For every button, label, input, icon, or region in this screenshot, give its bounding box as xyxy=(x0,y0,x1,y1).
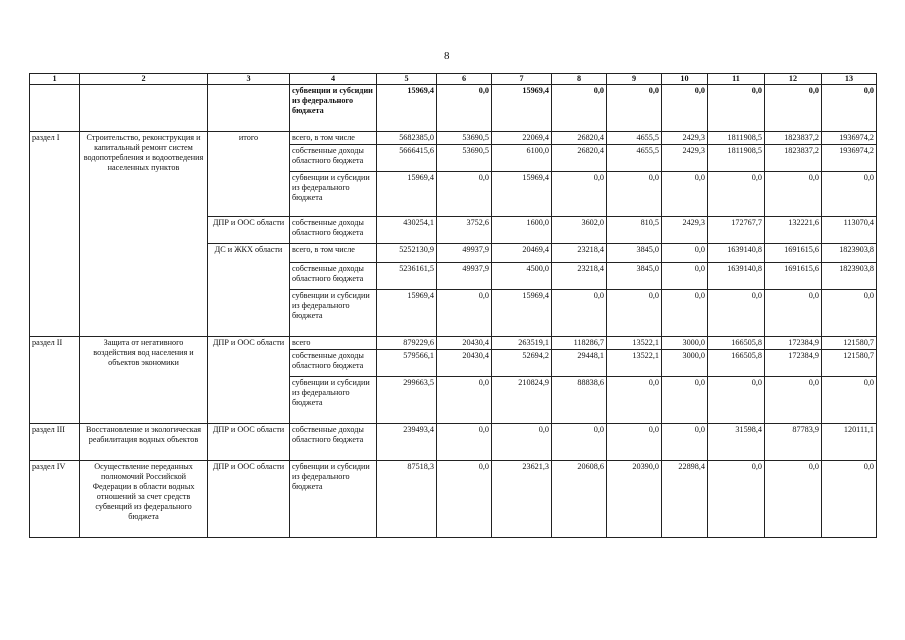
value-cell: 20430,4 xyxy=(437,350,492,377)
value-cell: 263519,1 xyxy=(492,337,552,350)
value-cell: 1639140,8 xyxy=(708,244,765,263)
executor-cell: ДПР и ООС области xyxy=(208,337,290,424)
value-cell: 1600,0 xyxy=(492,217,552,244)
value-cell: 0,0 xyxy=(607,85,662,132)
value-cell: 26820,4 xyxy=(552,145,607,172)
value-cell: 53690,5 xyxy=(437,145,492,172)
value-cell: 0,0 xyxy=(662,263,708,290)
value-cell: 239493,4 xyxy=(377,424,437,461)
value-cell: 0,0 xyxy=(607,377,662,424)
value-cell: 15969,4 xyxy=(492,172,552,217)
value-cell: 0,0 xyxy=(708,290,765,337)
funding-source-cell: субвенции и субсидии из федерального бюджета xyxy=(290,290,377,337)
value-cell: 88838,6 xyxy=(552,377,607,424)
value-cell: 23218,4 xyxy=(552,244,607,263)
value-cell: 0,0 xyxy=(765,377,822,424)
value-cell: 5682385,0 xyxy=(377,132,437,145)
section-code: раздел IV xyxy=(30,461,80,538)
table-row xyxy=(30,424,877,461)
value-cell: 0,0 xyxy=(822,172,877,217)
table-cell xyxy=(208,85,290,132)
value-cell: 52694,2 xyxy=(492,350,552,377)
value-cell: 20390,0 xyxy=(607,461,662,538)
section-title: Защита от негативного воздействия вод населения и объектов экономики xyxy=(80,337,208,424)
value-cell: 20469,4 xyxy=(492,244,552,263)
value-cell: 31598,4 xyxy=(708,424,765,461)
value-cell: 2429,3 xyxy=(662,132,708,145)
executor-cell: ДС и ЖКХ области xyxy=(208,244,290,337)
funding-source-cell: собственные доходы областного бюджета xyxy=(290,424,377,461)
executor-cell: итого xyxy=(208,132,290,217)
funding-source-cell: субвенции и субсидии из федерального бюджета xyxy=(290,461,377,538)
value-cell: 810,5 xyxy=(607,217,662,244)
value-cell: 0,0 xyxy=(822,377,877,424)
column-header: 4 xyxy=(290,74,377,85)
column-header: 10 xyxy=(662,74,708,85)
value-cell: 5666415,6 xyxy=(377,145,437,172)
funding-source-cell: субвенции и субсидии из федерального бюджета xyxy=(290,377,377,424)
column-number-row xyxy=(30,74,877,85)
section-code: раздел II xyxy=(30,337,80,424)
section-title: Строительство, реконструкция и капитальный ремонт систем водопотребления и водоотведения населенных пунктов xyxy=(80,132,208,337)
value-cell: 2429,3 xyxy=(662,145,708,172)
value-cell: 0,0 xyxy=(607,424,662,461)
value-cell: 23218,4 xyxy=(552,263,607,290)
value-cell: 113070,4 xyxy=(822,217,877,244)
value-cell: 87783,9 xyxy=(765,424,822,461)
value-cell: 4655,5 xyxy=(607,145,662,172)
value-cell: 22069,4 xyxy=(492,132,552,145)
value-cell: 15969,4 xyxy=(377,172,437,217)
value-cell: 5252130,9 xyxy=(377,244,437,263)
value-cell: 0,0 xyxy=(662,424,708,461)
continuation-row xyxy=(30,85,877,132)
value-cell: 0,0 xyxy=(552,85,607,132)
value-cell: 4500,0 xyxy=(492,263,552,290)
value-cell: 15969,4 xyxy=(377,290,437,337)
value-cell: 0,0 xyxy=(822,290,877,337)
column-header: 12 xyxy=(765,74,822,85)
value-cell: 0,0 xyxy=(607,172,662,217)
table-row xyxy=(30,337,877,350)
funding-source-cell: собственные доходы областного бюджета xyxy=(290,350,377,377)
column-header: 13 xyxy=(822,74,877,85)
funding-source-cell: всего, в том числе xyxy=(290,244,377,263)
value-cell: 0,0 xyxy=(437,172,492,217)
value-cell: 579566,1 xyxy=(377,350,437,377)
column-header: 9 xyxy=(607,74,662,85)
value-cell: 1811908,5 xyxy=(708,145,765,172)
value-cell: 0,0 xyxy=(708,377,765,424)
value-cell: 0,0 xyxy=(765,85,822,132)
value-cell: 3602,0 xyxy=(552,217,607,244)
value-cell: 120111,1 xyxy=(822,424,877,461)
value-cell: 0,0 xyxy=(437,424,492,461)
funding-source-cell: собственные доходы областного бюджета xyxy=(290,145,377,172)
value-cell: 0,0 xyxy=(552,424,607,461)
value-cell: 53690,5 xyxy=(437,132,492,145)
value-cell: 1691615,6 xyxy=(765,263,822,290)
funding-source-cell: всего xyxy=(290,337,377,350)
value-cell: 0,0 xyxy=(822,85,877,132)
column-header: 8 xyxy=(552,74,607,85)
value-cell: 1823903,8 xyxy=(822,263,877,290)
column-header: 2 xyxy=(80,74,208,85)
value-cell: 0,0 xyxy=(765,172,822,217)
column-header: 5 xyxy=(377,74,437,85)
value-cell: 1823903,8 xyxy=(822,244,877,263)
section-title: Восстановление и экологическая реабилитация водных объектов xyxy=(80,424,208,461)
value-cell: 132221,6 xyxy=(765,217,822,244)
value-cell: 1811908,5 xyxy=(708,132,765,145)
table-row xyxy=(30,461,877,538)
funding-source-cell: всего, в том числе xyxy=(290,132,377,145)
value-cell: 879229,6 xyxy=(377,337,437,350)
value-cell: 2429,3 xyxy=(662,217,708,244)
value-cell: 0,0 xyxy=(708,172,765,217)
funding-source-cell: субвенции и субсидии из федерального бюджета xyxy=(290,172,377,217)
value-cell: 3000,0 xyxy=(662,337,708,350)
value-cell: 20430,4 xyxy=(437,337,492,350)
column-header: 3 xyxy=(208,74,290,85)
value-cell: 26820,4 xyxy=(552,132,607,145)
budget-table xyxy=(29,73,877,538)
executor-cell: ДПР и ООС области xyxy=(208,461,290,538)
value-cell: 0,0 xyxy=(492,424,552,461)
column-header: 11 xyxy=(708,74,765,85)
funding-source-cell: собственные доходы областного бюджета xyxy=(290,263,377,290)
value-cell: 0,0 xyxy=(662,290,708,337)
value-cell: 6100,0 xyxy=(492,145,552,172)
value-cell: 0,0 xyxy=(708,461,765,538)
executor-cell: ДПР и ООС области xyxy=(208,217,290,244)
value-cell: 172767,7 xyxy=(708,217,765,244)
value-cell: 0,0 xyxy=(662,172,708,217)
value-cell: 172384,9 xyxy=(765,350,822,377)
value-cell: 172384,9 xyxy=(765,337,822,350)
value-cell: 166505,8 xyxy=(708,337,765,350)
column-header: 6 xyxy=(437,74,492,85)
section-title: Осуществление переданных полномочий Российской Федерации в области водных отношений за счет средств субвенций из федерального бюджета xyxy=(80,461,208,538)
value-cell: 29448,1 xyxy=(552,350,607,377)
value-cell: 3845,0 xyxy=(607,263,662,290)
value-cell: 0,0 xyxy=(437,377,492,424)
value-cell: 87518,3 xyxy=(377,461,437,538)
value-cell: 23621,3 xyxy=(492,461,552,538)
value-cell: 0,0 xyxy=(708,85,765,132)
value-cell: 1936974,2 xyxy=(822,132,877,145)
funding-source-cell: субвенции и субсидии из федерального бюджета xyxy=(290,85,377,132)
value-cell: 1936974,2 xyxy=(822,145,877,172)
executor-cell: ДПР и ООС области xyxy=(208,424,290,461)
value-cell: 3752,6 xyxy=(437,217,492,244)
value-cell: 20608,6 xyxy=(552,461,607,538)
value-cell: 15969,4 xyxy=(492,85,552,132)
value-cell: 1823837,2 xyxy=(765,132,822,145)
value-cell: 0,0 xyxy=(662,377,708,424)
value-cell: 0,0 xyxy=(552,290,607,337)
value-cell: 121580,7 xyxy=(822,337,877,350)
value-cell: 1823837,2 xyxy=(765,145,822,172)
table-row xyxy=(30,132,877,145)
funding-source-cell: собственные доходы областного бюджета xyxy=(290,217,377,244)
column-header: 7 xyxy=(492,74,552,85)
value-cell: 0,0 xyxy=(765,461,822,538)
value-cell: 3000,0 xyxy=(662,350,708,377)
value-cell: 166505,8 xyxy=(708,350,765,377)
table-cell xyxy=(80,85,208,132)
value-cell: 13522,1 xyxy=(607,337,662,350)
column-header: 1 xyxy=(30,74,80,85)
value-cell: 1639140,8 xyxy=(708,263,765,290)
section-code: раздел I xyxy=(30,132,80,337)
value-cell: 4655,5 xyxy=(607,132,662,145)
value-cell: 0,0 xyxy=(662,244,708,263)
section-code: раздел III xyxy=(30,424,80,461)
value-cell: 0,0 xyxy=(437,290,492,337)
table-cell xyxy=(30,85,80,132)
value-cell: 0,0 xyxy=(662,85,708,132)
value-cell: 15969,4 xyxy=(377,85,437,132)
value-cell: 299663,5 xyxy=(377,377,437,424)
value-cell: 1691615,6 xyxy=(765,244,822,263)
value-cell: 22898,4 xyxy=(662,461,708,538)
value-cell: 121580,7 xyxy=(822,350,877,377)
value-cell: 0,0 xyxy=(822,461,877,538)
value-cell: 210824,9 xyxy=(492,377,552,424)
value-cell: 0,0 xyxy=(607,290,662,337)
value-cell: 13522,1 xyxy=(607,350,662,377)
value-cell: 118286,7 xyxy=(552,337,607,350)
value-cell: 0,0 xyxy=(437,461,492,538)
value-cell: 430254,1 xyxy=(377,217,437,244)
value-cell: 3845,0 xyxy=(607,244,662,263)
value-cell: 0,0 xyxy=(552,172,607,217)
value-cell: 5236161,5 xyxy=(377,263,437,290)
value-cell: 0,0 xyxy=(765,290,822,337)
value-cell: 0,0 xyxy=(437,85,492,132)
value-cell: 49937,9 xyxy=(437,263,492,290)
page-number: 8 xyxy=(444,50,450,62)
value-cell: 49937,9 xyxy=(437,244,492,263)
value-cell: 15969,4 xyxy=(492,290,552,337)
